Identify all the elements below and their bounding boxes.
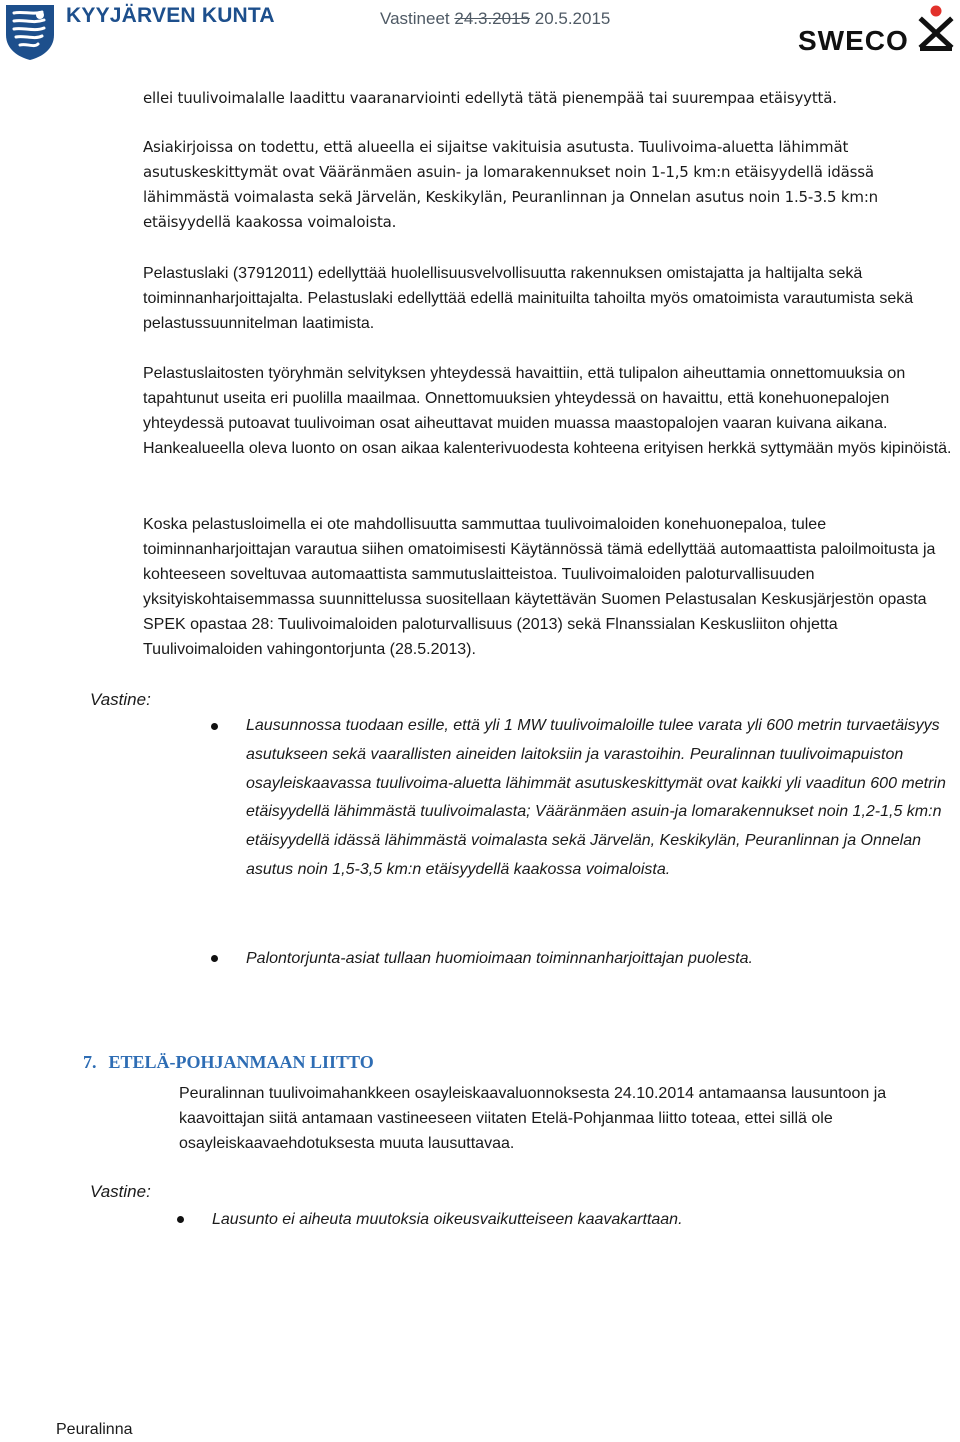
response-bullet-1: Lausunnossa tuodaan esille, että yli 1 MW tuulivoimaloille tulee varata yli 600 metrin turvaetäisyys asutukseen sekä vaarallisten aineiden laitoksiin ja varastoihin. Peuralinnan tuulivoimapuiston osayleiskaavassa tuulivoima-aluetta lähimmät asutuskeskittymät ovat kaikki yli vaaditun 600 metrin etäisyydellä lähimmästä tuulivoimalasta; Vääränmäen asuin-ja lomarakennukset noin 1,2-1,5 km:n etäisyydellä idässä lähimmästä voimalasta sekä Järvelän, Keskikylän, Peuranlinnan ja Onnelan asutus noin 1,5-3,5 km:n etäisyydellä kaakossa voimaloista. [246,717,946,878]
struck-date: 24.3.2015 [454,9,530,28]
paragraph-3: Pelastuslaki (37912011) edellyttää huolellisuusvelvollisuutta rakennuksen omistajatta ja haltijalta sekä toiminnanharjoittajalta. Pelastuslaki edellyttää edellä mainituilta tahoilta myös omatoimista varautumista sekä pelastussuunnitelman laatimista. [143,265,914,332]
section-heading [83,1052,374,1073]
municipal-crest-icon [4,3,56,61]
paragraph-1: ellei tuulivoimalalle laadittu vaaranarviointi edellytä tätä pienempää tai suurempaa etäisyyttä. [143,89,837,107]
logo-text: SWECO [798,25,909,56]
paragraph-4: Pelastuslaitosten työryhmän selvityksen yhteydessä havaittiin, että tulipalon aiheuttamia onnettomuuksia on tapahtunut useita eri puolilla maailmaa. Onnettomuuksien yhteydessä on havaittu, että konehuonepalojen yhteydessä putoavat tuulivoiman osat aiheuttavat muiden muassa maastopalojen vaaran kuivana aikana. Hankealueella oleva luonto on osan aikaa kalenterivuodesta kohteena erityisen herkkä syttymään myös kipinöistä. [143,365,952,457]
response-label-2: Vastine: [90,1182,151,1201]
section-title: ETELÄ-POHJANMAAN LIITTO [108,1052,374,1072]
page-footer: Peuralinna [56,1421,133,1438]
response-label: Vastine: [90,690,151,709]
paragraph-2: Asiakirjoissa on todettu, että alueella ei sijaitse vakituisia asutusta. Tuulivoima-aluetta lähimmät asutuskeskittymät ovat Vääränmäen asuin- ja lomarakennukset noin 1-1,5 km:n etäisyydellä idässä lähimmästä voimalasta sekä Järvelän, Keskikylän, Peuranlinnan ja Onnelan asutus noin 1.5-3.5 km:n etäisyydellä kaakossa voimaloista. [143,138,878,231]
current-date: 20.5.2015 [534,9,611,28]
doc-prefix: Vastineet [380,9,450,28]
response-2-bullet: Lausunto ei aiheuta muutoksia oikeusvaikutteiseen kaavakarttaan. [212,1211,683,1228]
section-number: 7. [83,1052,97,1072]
bullet-icon [211,723,218,730]
paragraph-5: Koska pelastusloimella ei ote mahdollisuutta sammuttaa tuulivoimaloiden konehuonepaloa, tulee toiminnanharjoittajan varautua siihen omatoimisesti Käytännössä tämä edellyttää automaattista paloilmoitusta ja kohteeseen soveltuvaa automaattista sammutuslaitteistoa. Tuulivoimaloiden paloturvallisuuden yksityiskohtaisemmassa suunnittelussa suositellaan käytettävän Suomen Pelastusalan Keskusjärjestön opasta SPEK opastaa 28: Tuulivoimaloiden paloturvallisuus (2013) sekä Flnanssialan Keskusliiton ohjetta Tuulivoimaloiden vahingontorjunta (28.5.2013). [143,516,936,658]
organization-name: KYYJÄRVEN KUNTA [66,4,275,27]
bullet-icon [211,955,218,962]
section-7-text: Peuralinnan tuulivoimahankkeen osayleiskaavaluonnoksesta 24.10.2014 antamaansa lausuntoon ja kaavoittajan siitä antamaan vastineeseen viitaten Etelä-Pohjanmaa liitto toteaa, ettei sillä ole osayleiskaavaehdotuksesta muuta lausuttavaa. [179,1085,887,1152]
response-bullet-2: Palontorjunta-asiat tullaan huomioimaan toiminnanharjoittajan puolesta. [246,950,753,967]
sweco-logo [796,2,958,56]
bullet-icon [177,1216,184,1223]
document-title [380,9,610,29]
